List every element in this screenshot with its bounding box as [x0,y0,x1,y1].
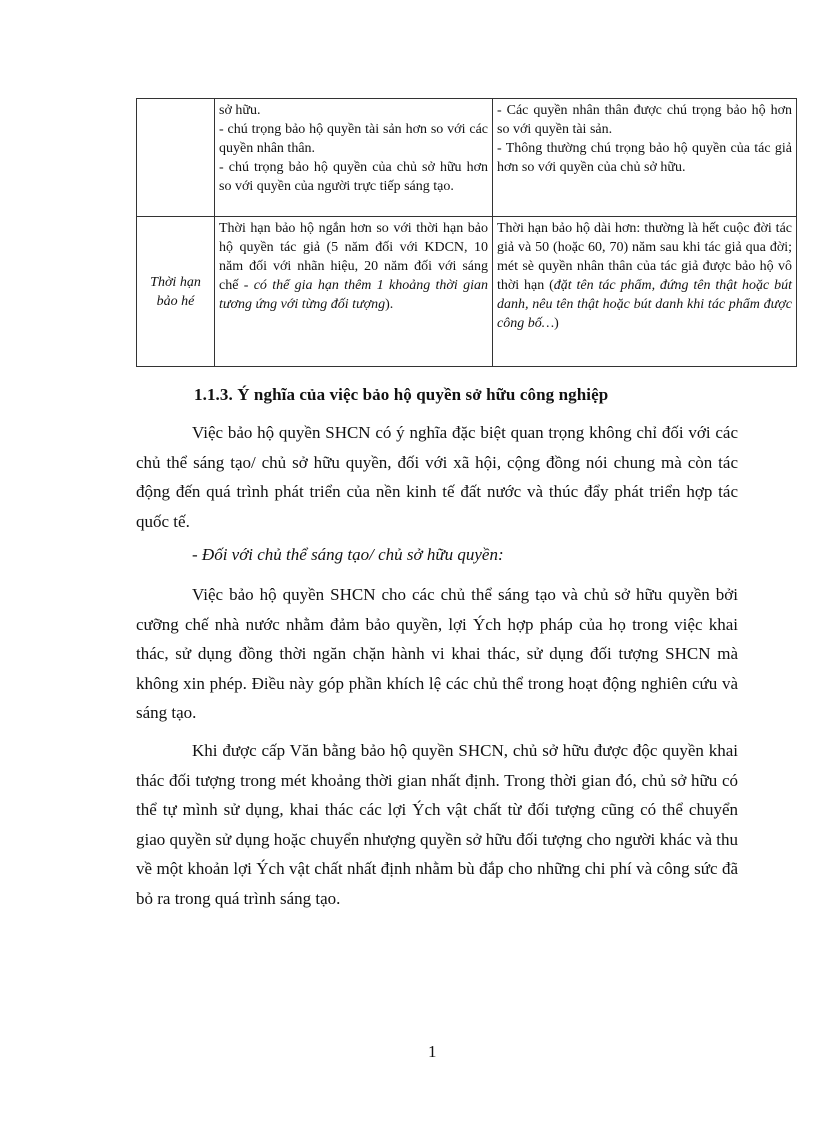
table-cell-left: sở hữu. - chú trọng bảo hộ quyền tài sản hơn so với các quyền nhân thân. - chú trọng bảo hộ quyền của chủ sở hữu hơn so với quyền của người trực tiếp sáng tạo. [215,99,493,217]
subheading: - Đối với chủ thể sáng tạo/ chủ sở hữu quyền: [192,545,504,564]
cell-text-italic: đặt tên tác phẩm, đứng tên thật hoặc bút danh, nêu tên thật hoặc bút danh khi tác phẩm được công bố… [497,278,792,331]
row-label [137,99,215,217]
table-cell-left [215,217,493,367]
table-row [137,217,797,367]
table-cell-right [493,217,797,367]
page-number: 1 [428,1042,437,1061]
paragraph-text: Khi được cấp Văn bằng bảo hộ quyền SHCN, chủ sở hữu được độc quyền khai thác đối tượng trong mét khoảng thời gian nhất định. Trong thời gian đó, chủ sở hữu có thể tự mình sử dụng, khai thác các lợi Ých vật chất từ đối tượng cũng có thể chuyển giao quyền sử dụng hoặc chuyển nhượng quyền sở hữu đối tượng cho người khác và thu về một khoản lợi Ých vật chất nhất định nhằm bù đắp cho những chi phí và công sức đã bỏ ra trong quá trình sáng tạo. [136,741,738,908]
row-label [137,217,215,367]
paragraph [136,418,738,536]
paragraph [136,580,738,728]
comparison-table [136,98,797,367]
cell-text: ). [385,297,394,312]
cell-text: ) [554,316,559,331]
row-label-text: Thời hạn bảo hé [150,275,201,309]
cell-text-italic: có thể gia hạn thêm 1 khoảng thời gian tương ứng với từng đối tượng [219,278,488,312]
paragraph-text: Việc bảo hộ quyền SHCN có ý nghĩa đặc biệt quan trọng không chỉ đối với các chủ thể sáng tạo/ chủ sở hữu quyền, đối với xã hội, cộng đồng nói chung mà còn tác động đến quá trình phát triển của nền kinh tế đất nước và thúc đẩy phát triển hợp tác quốc tế. [136,423,738,531]
table-row [137,99,797,217]
paragraph-text: Việc bảo hộ quyền SHCN cho các chủ thể sáng tạo và chủ sở hữu quyền bởi cưỡng chế nhà nước nhằm đảm bảo quyền, lợi Ých hợp pháp của họ trong việc khai thác, sử dụng đồng thời ngăn chặn hành vi khai thác, sử dụng đối tượng SHCN mà không xin phép. Điều này góp phần khích lệ các chủ thể trong hoạt động nghiên cứu và sáng tạo. [136,585,738,722]
cell-text: Thời hạn bảo hộ ngắn hơn so với thời hạn bảo hộ quyền tác giả (5 năm đối với KDCN, 10 năm đối với nhãn hiệu, 20 năm đối với sáng chế - [219,221,488,293]
section-heading: 1.1.3. Ý nghĩa của việc bảo hộ quyền sở hữu công nghiệp [194,385,609,404]
paragraph [136,736,738,913]
table-cell-right: - Các quyền nhân thân được chú trọng bảo hộ hơn so với quyền tài sản. - Thông thường chú trọng bảo hộ quyền của tác giả hơn so với quyền của chủ sở hữu. [493,99,797,217]
cell-text: Thời hạn bảo hộ dài hơn: thường là hết cuộc đời tác giả và 50 (hoặc 60, 70) năm sau khi tác giả qua đời; mét sè quyền nhân thân của tác giả được bảo hộ vô thời hạn ( [497,221,792,293]
